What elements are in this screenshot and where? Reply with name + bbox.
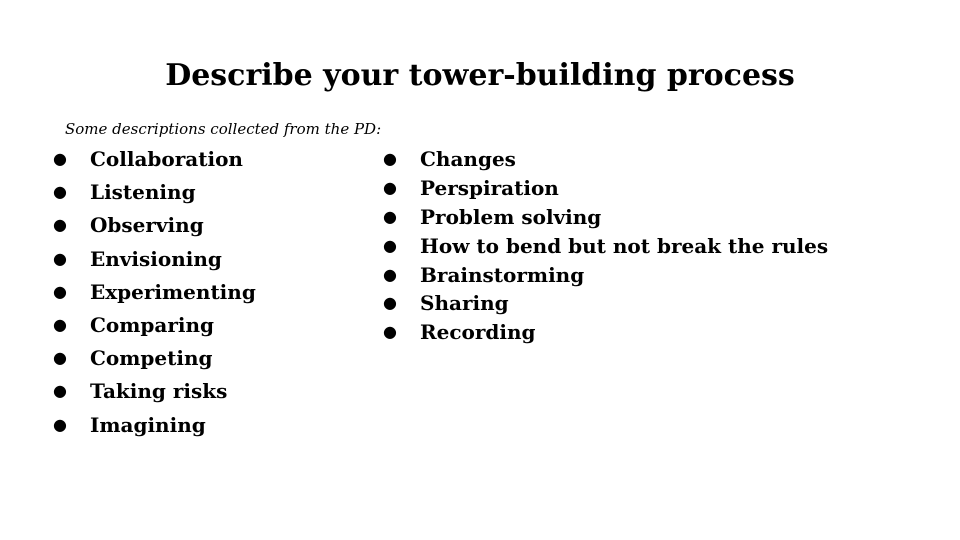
bullet-icon: ● [383, 149, 397, 168]
list-item [53, 178, 353, 211]
list-item [53, 145, 353, 178]
slide-title: Describe your tower-building process [165, 58, 795, 93]
list-item-label: Collaboration [90, 147, 243, 171]
bullet-icon: ● [53, 248, 67, 268]
list-item [383, 203, 943, 232]
list-item-label: Experimenting [90, 279, 256, 304]
bullet-icon: ● [53, 281, 67, 301]
list-item-label: Taking risks [90, 379, 228, 404]
bullet-list-right [383, 145, 943, 347]
list-item-label: Changes [420, 147, 516, 171]
list-item-label: Recording [420, 320, 536, 345]
list-item [53, 344, 353, 377]
bullet-icon: ● [53, 314, 67, 334]
list-item [383, 232, 943, 261]
slide-subtitle: Some descriptions collected from the PD: [65, 120, 382, 138]
list-item [53, 311, 353, 344]
list-item-label: Competing [90, 346, 213, 371]
list-item-label: Listening [90, 180, 196, 205]
list-item [383, 174, 943, 203]
bullet-icon: ● [53, 215, 67, 235]
list-item-label: Perspiration [420, 175, 559, 200]
bullet-icon: ● [53, 149, 67, 168]
list-item-label: Problem solving [420, 204, 602, 229]
list-item [383, 289, 943, 318]
bullet-icon: ● [383, 177, 397, 197]
list-item [53, 278, 353, 311]
list-item-label: Envisioning [90, 246, 222, 271]
list-item-label: Comparing [90, 312, 215, 337]
list-item-label: How to bend but not break the rules [420, 233, 829, 258]
list-item-label: Brainstorming [420, 262, 585, 287]
list-item [383, 261, 943, 290]
list-item [53, 211, 353, 244]
bullet-icon: ● [53, 348, 67, 368]
list-item [383, 145, 943, 174]
bullet-icon: ● [53, 182, 67, 202]
bullet-list-left [53, 145, 353, 444]
bullet-icon: ● [383, 293, 397, 313]
list-item [53, 377, 353, 410]
bullet-icon: ● [53, 414, 67, 434]
list-item-label: Imagining [90, 412, 206, 437]
bullet-icon: ● [383, 235, 397, 255]
list-item-label: Observing [90, 213, 204, 238]
bullet-icon: ● [383, 264, 397, 284]
list-item [383, 318, 943, 347]
list-item [53, 245, 353, 278]
list-item-label: Sharing [420, 291, 509, 316]
bullet-icon: ● [53, 381, 67, 401]
bullet-icon: ● [383, 206, 397, 226]
bullet-icon: ● [383, 322, 397, 342]
list-item [53, 411, 353, 444]
